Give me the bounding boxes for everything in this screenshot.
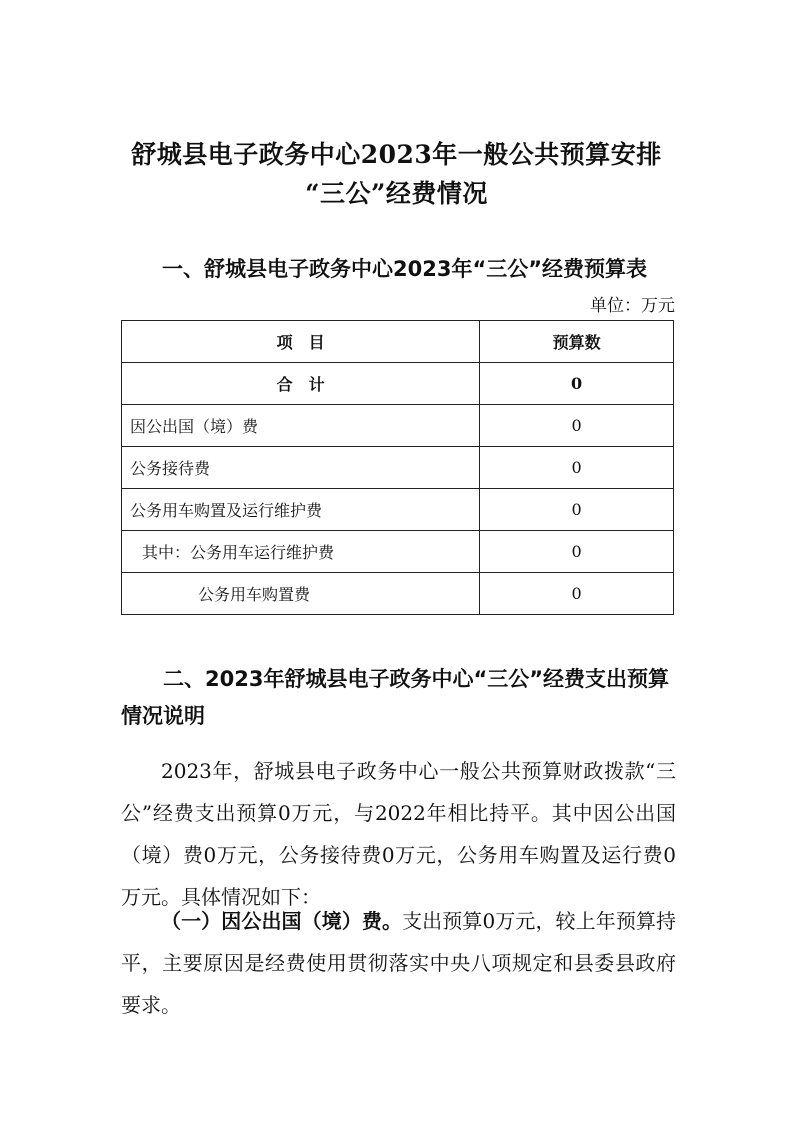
paragraph-summary: 2023年，舒城县电子政务中心一般公共预算财政拨款“三公”经费支出预算0万元，与2022年相比持平。其中因公出国（境）费0万元，公务接待费0万元，公务用车购置及运行费0万元。具体情况如下：	[121, 759, 676, 909]
total-label: 合 计	[122, 363, 480, 405]
paragraph-body: 支出预算0万元，较上年预算持平，主要原因是经费使用贯彻落实中央八项规定和县委县政府要求。	[121, 909, 676, 1017]
row-label-vehicle-operation: 其中：公务用车运行维护费	[122, 531, 480, 573]
paragraph-overseas-travel	[121, 900, 676, 1026]
row-value-vehicle-operation: 0	[480, 531, 674, 573]
row-value-vehicle-purchase: 0	[480, 573, 674, 615]
unit-label: 单位：万元	[590, 296, 675, 316]
document-title-line-1: 舒城县电子政务中心2023年一般公共预算安排	[131, 140, 662, 169]
table-row	[122, 405, 674, 447]
row-value-vehicle-total: 0	[480, 489, 674, 531]
row-label-vehicle-purchase: 公务用车购置费	[122, 573, 480, 615]
budget-table	[121, 320, 674, 615]
row-value-reception: 0	[480, 447, 674, 489]
document-title-line-2: “三公”经费情况	[305, 179, 488, 208]
column-header-item: 项 目	[122, 321, 480, 363]
row-label-vehicle-total: 公务用车购置及运行维护费	[122, 489, 480, 531]
table-header-row	[122, 321, 674, 363]
section-2-heading: 二、2023年舒城县电子政务中心“三公”经费支出预算情况说明	[121, 667, 670, 728]
paragraph-subheading: （一）因公出国（境）费。	[161, 909, 403, 933]
table-row	[122, 531, 674, 573]
column-header-budget: 预算数	[480, 321, 674, 363]
row-label-reception: 公务接待费	[122, 447, 480, 489]
row-label-overseas-travel: 因公出国（境）费	[122, 405, 480, 447]
table-row	[122, 573, 674, 615]
table-row	[122, 447, 674, 489]
table-row	[122, 489, 674, 531]
section-1-heading: 一、舒城县电子政务中心2023年“三公”经费预算表	[162, 257, 648, 281]
total-value: 0	[480, 363, 674, 405]
table-total-row	[122, 363, 674, 405]
row-value-overseas-travel: 0	[480, 405, 674, 447]
